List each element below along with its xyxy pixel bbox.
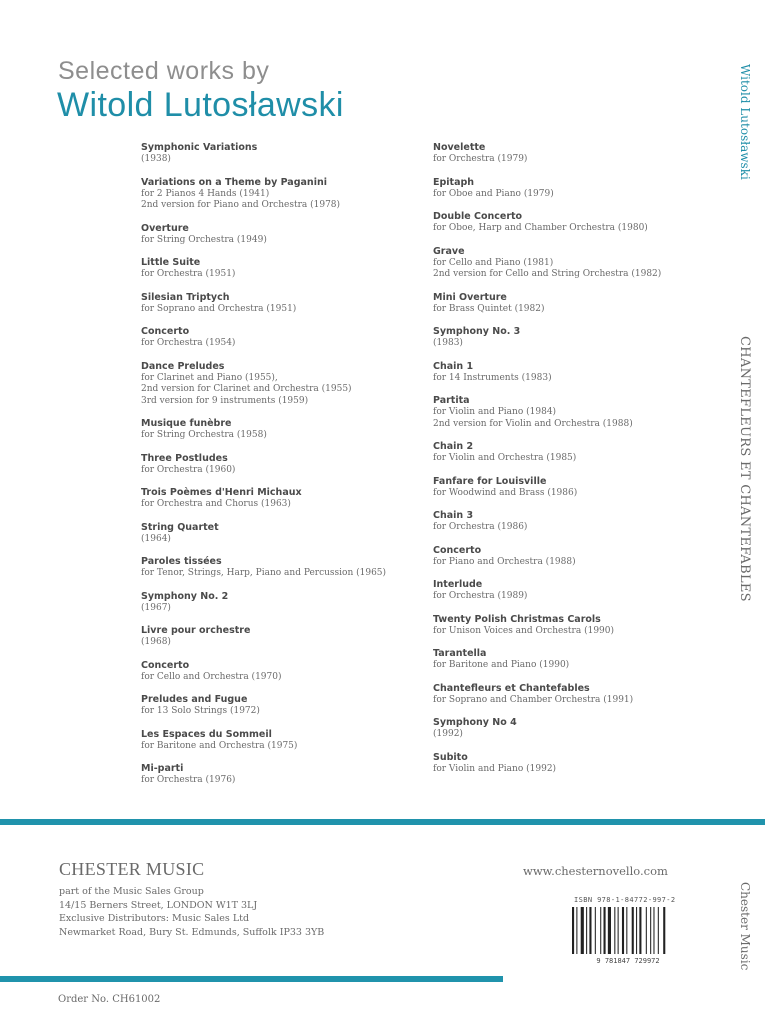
work-item bbox=[141, 361, 426, 408]
work-item bbox=[141, 177, 426, 212]
work-detail: 3rd version for 9 instruments (1959) bbox=[141, 395, 309, 406]
work-item bbox=[433, 177, 728, 201]
publisher-street-line: 14/15 Berners Street, LONDON W1T 3LJ bbox=[59, 899, 258, 911]
barcode-icon bbox=[570, 907, 686, 965]
work-title: Paroles tissées bbox=[141, 556, 222, 567]
work-detail: for 13 Solo Strings (1972) bbox=[141, 706, 260, 716]
work-item bbox=[141, 487, 426, 511]
work-detail: for Orchestra (1986) bbox=[433, 522, 528, 532]
work-item bbox=[433, 545, 728, 569]
work-title: Fanfare for Louisville bbox=[433, 475, 547, 487]
work-item bbox=[141, 763, 426, 787]
work-detail: for Soprano and Chamber Orchestra (1991) bbox=[433, 694, 634, 705]
work-item bbox=[433, 579, 728, 603]
divider-rule-top bbox=[0, 819, 765, 825]
barcode-digits: 9 781847 729972 bbox=[596, 957, 660, 965]
work-detail: for 2 Pianos 4 Hands (1941) bbox=[141, 188, 270, 199]
work-item bbox=[433, 717, 728, 741]
work-title: Trois Poèmes d'Henri Michaux bbox=[141, 487, 302, 498]
work-detail: for Unison Voices and Orchestra (1990) bbox=[433, 625, 615, 636]
work-detail: (1938) bbox=[141, 154, 171, 164]
work-item bbox=[141, 453, 426, 477]
spine-publisher-label: Chester Music bbox=[738, 882, 752, 971]
work-detail: for Orchestra and Chorus (1963) bbox=[141, 499, 291, 509]
work-item bbox=[433, 441, 728, 465]
work-title: Chain 2 bbox=[433, 441, 474, 452]
work-title: Preludes and Fugue bbox=[141, 694, 248, 705]
work-detail: for Baritone and Orchestra (1975) bbox=[141, 740, 298, 751]
work-title: Symphony No. 3 bbox=[433, 326, 521, 337]
spine-composer-label: Witold Lutosławski bbox=[738, 64, 752, 180]
work-detail: 2nd version for Violin and Orchestra (1988) bbox=[433, 418, 633, 429]
work-item bbox=[433, 246, 728, 281]
work-item bbox=[141, 418, 426, 442]
work-item bbox=[433, 476, 728, 500]
work-title: Mi-parti bbox=[141, 763, 184, 774]
work-item bbox=[141, 257, 426, 281]
work-item bbox=[433, 326, 728, 350]
work-item bbox=[141, 591, 426, 615]
work-title: Novelette bbox=[433, 142, 486, 153]
work-detail: for Violin and Piano (1992) bbox=[433, 763, 557, 774]
work-title: Double Concerto bbox=[433, 211, 523, 222]
spine-title-label: CHANTEFLEURS ET CHANTEFABLES bbox=[737, 336, 752, 602]
work-detail: for Piano and Orchestra (1988) bbox=[433, 556, 576, 567]
work-detail: for Baritone and Piano (1990) bbox=[433, 660, 570, 670]
work-detail: for Oboe, Harp and Chamber Orchestra (1980) bbox=[433, 223, 648, 233]
work-item bbox=[433, 142, 728, 166]
work-title: Variations on a Theme by Paganini bbox=[141, 176, 327, 188]
work-detail: for Orchestra (1976) bbox=[141, 775, 236, 785]
work-title: Grave bbox=[433, 245, 465, 257]
work-detail: (1964) bbox=[141, 533, 171, 544]
work-detail: for Soprano and Orchestra (1951) bbox=[141, 303, 297, 314]
work-item bbox=[141, 694, 426, 718]
work-title: Dance Preludes bbox=[141, 360, 225, 372]
work-item bbox=[141, 223, 426, 247]
work-title: Mini Overture bbox=[433, 291, 507, 303]
work-item bbox=[433, 614, 728, 638]
work-detail: 2nd version for Clarinet and Orchestra (1955) bbox=[141, 384, 352, 394]
work-detail: for Brass Quintet (1982) bbox=[433, 303, 545, 314]
work-title: Subito bbox=[433, 751, 468, 763]
work-title: String Quartet bbox=[141, 521, 219, 533]
work-detail: for Violin and Piano (1984) bbox=[433, 407, 557, 417]
work-detail: for Woodwind and Brass (1986) bbox=[433, 487, 578, 498]
work-title: Silesian Triptych bbox=[141, 291, 230, 303]
work-item bbox=[433, 395, 728, 430]
work-detail: for Clarinet and Piano (1955), bbox=[141, 372, 278, 383]
work-title: Livre pour orchestre bbox=[141, 625, 251, 636]
work-item bbox=[433, 683, 728, 707]
publisher-address bbox=[59, 885, 324, 939]
work-detail: for Orchestra (1979) bbox=[433, 154, 528, 164]
work-title: Partita bbox=[433, 395, 470, 406]
work-title: Chantefleurs et Chantefables bbox=[433, 682, 590, 694]
work-title: Concerto bbox=[141, 659, 190, 671]
work-detail: (1983) bbox=[433, 338, 463, 348]
work-title: Overture bbox=[141, 222, 189, 234]
work-item bbox=[141, 660, 426, 684]
work-detail: for Violin and Orchestra (1985) bbox=[433, 453, 577, 463]
work-title: Concerto bbox=[141, 326, 190, 337]
work-detail: (1968) bbox=[141, 637, 171, 647]
work-detail: (1992) bbox=[433, 729, 463, 739]
order-number: Order No. CH61002 bbox=[58, 994, 161, 1005]
work-title: Concerto bbox=[433, 544, 482, 556]
work-detail: (1967) bbox=[141, 602, 171, 613]
work-title: Twenty Polish Christmas Carols bbox=[433, 613, 601, 625]
work-detail: for Cello and Piano (1981) bbox=[433, 257, 554, 268]
composer-name: Witold Lutosławski bbox=[57, 86, 344, 124]
work-detail: for Orchestra (1960) bbox=[141, 464, 236, 475]
publisher-website: www.chesternovello.com bbox=[523, 864, 668, 878]
work-title: Little Suite bbox=[141, 257, 201, 268]
work-detail: for String Orchestra (1949) bbox=[141, 234, 267, 245]
work-title: Three Postludes bbox=[141, 452, 228, 464]
work-title: Symphonic Variations bbox=[141, 142, 258, 153]
work-item bbox=[141, 142, 426, 166]
work-item bbox=[433, 510, 728, 534]
work-title: Musique funèbre bbox=[141, 418, 232, 429]
work-item bbox=[141, 326, 426, 350]
isbn-label: ISBN 978-1-84772-997-2 bbox=[574, 896, 676, 904]
work-detail: for Oboe and Piano (1979) bbox=[433, 188, 554, 199]
work-title: Epitaph bbox=[433, 176, 475, 188]
publisher-group-line: part of the Music Sales Group bbox=[59, 886, 204, 897]
publisher-name: CHESTER MUSIC bbox=[59, 859, 205, 879]
work-detail: 2nd version for Piano and Orchestra (1978) bbox=[141, 200, 341, 210]
work-title: Symphony No. 2 bbox=[141, 590, 229, 602]
work-item bbox=[141, 625, 426, 649]
work-title: Symphony No 4 bbox=[433, 717, 517, 728]
heading-selected-works: Selected works by bbox=[58, 57, 270, 85]
works-list-right bbox=[433, 142, 728, 786]
works-list-left bbox=[141, 142, 426, 798]
work-detail: for Cello and Orchestra (1970) bbox=[141, 671, 282, 682]
work-item bbox=[141, 556, 426, 580]
work-item bbox=[141, 729, 426, 753]
work-title: Interlude bbox=[433, 579, 483, 590]
work-detail: for Tenor, Strings, Harp, Piano and Percussion (1965) bbox=[141, 568, 387, 578]
work-item bbox=[433, 292, 728, 316]
work-detail: for Orchestra (1989) bbox=[433, 591, 528, 601]
work-item bbox=[433, 211, 728, 235]
work-detail: for 14 Instruments (1983) bbox=[433, 372, 552, 383]
work-title: Chain 1 bbox=[433, 360, 474, 372]
work-item bbox=[433, 648, 728, 672]
work-title: Tarantella bbox=[433, 648, 487, 659]
divider-rule-bottom bbox=[0, 976, 503, 982]
work-detail: for Orchestra (1951) bbox=[141, 269, 236, 279]
work-title: Les Espaces du Sommeil bbox=[141, 728, 272, 740]
work-title: Chain 3 bbox=[433, 510, 474, 521]
work-detail: for Orchestra (1954) bbox=[141, 338, 236, 348]
work-item bbox=[433, 361, 728, 385]
work-detail: for String Orchestra (1958) bbox=[141, 430, 267, 440]
work-item bbox=[433, 752, 728, 776]
publisher-distributor-address-line: Newmarket Road, Bury St. Edmunds, Suffolk IP33 3YB bbox=[59, 926, 325, 938]
work-detail: 2nd version for Cello and String Orchestra (1982) bbox=[433, 269, 662, 279]
work-item bbox=[141, 522, 426, 546]
work-item bbox=[141, 292, 426, 316]
publisher-distributor-line: Exclusive Distributors: Music Sales Ltd bbox=[59, 913, 250, 924]
